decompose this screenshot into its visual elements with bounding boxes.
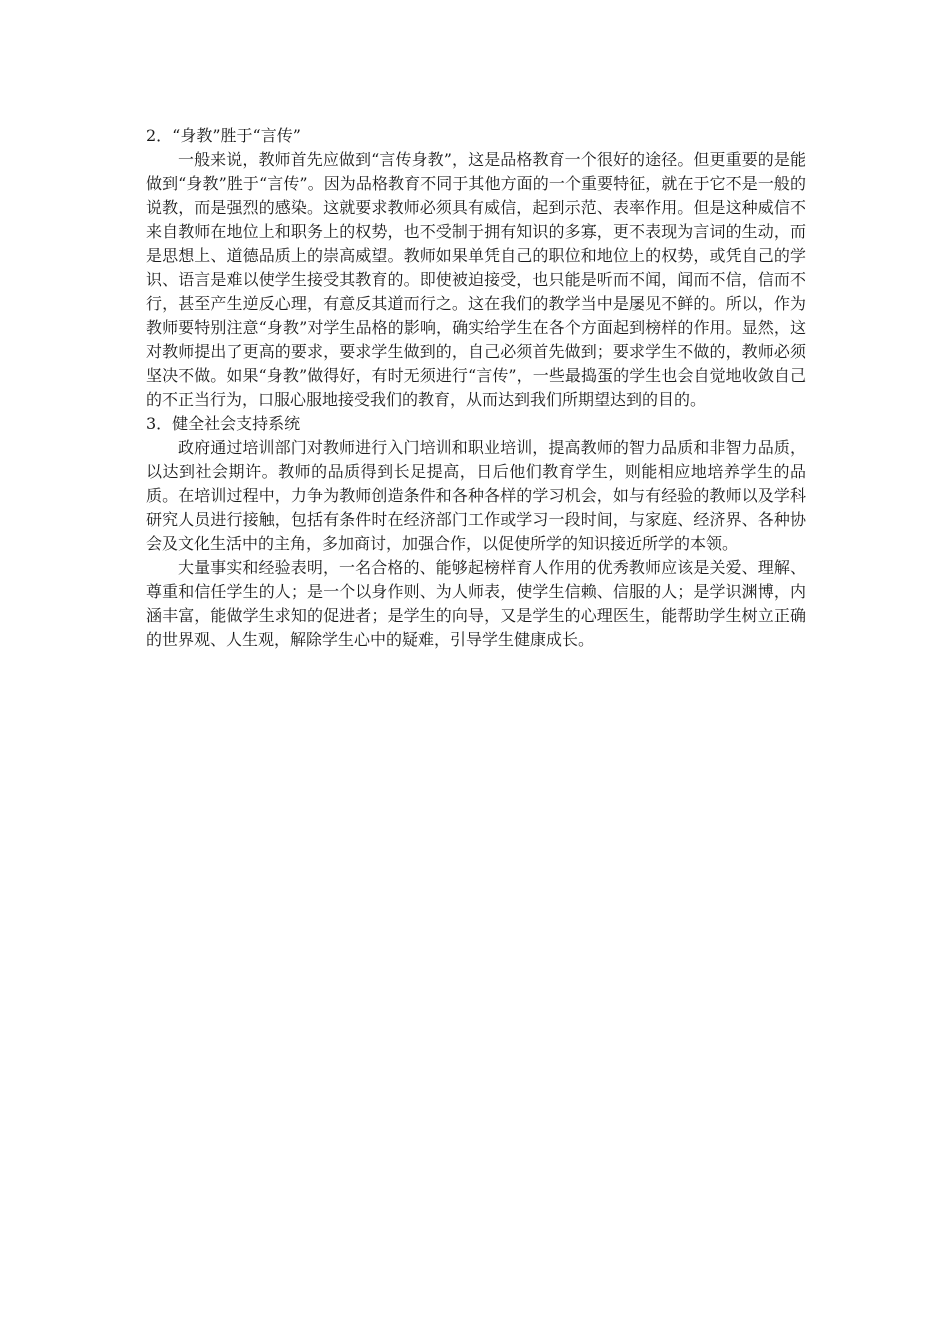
section-heading-3: 3．健全社会支持系统 bbox=[146, 414, 301, 433]
paragraph-body-teaching: 一般来说，教师首先应做到“言传身教”，这是品格教育一个很好的途径。但更重要的是能做到“身教”胜于“言传”。因为品格教育不同于其他方面的一个重要特征，就在于它不是一般的说教，而是强烈的感染。这就要求教师必须具有威信，起到示范、表率作用。但是这种威信不来自教师在地位上和职务上的权势，也不受制于拥有知识的多寡，更不表现为言词的生动，而是思想上、道德品质上的崇高威望。教师如果单凭自己的职位和地位上的权势，或凭自己的学识、语言是难以使学生接受其教育的。即使被迫接受，也只能是听而不闻，闻而不信，信而不行，甚至产生逆反心理，有意反其道而行之。这在我们的教学当中是屡见不鲜的。所以，作为教师要特别注意“身教”对学生品格的影响，确实给学生在各个方面起到榜样的作用。显然，这对教师提出了更高的要求，要求学生做到的，自己必须首先做到；要求学生不做的，教师必须坚决不做。如果“身教”做得好，有时无须进行“言传”，一些最捣蛋的学生也会自觉地收敛自己的不正当行为，口服心服地接受我们的教育，从而达到我们所期望达到的目的。 bbox=[146, 150, 806, 409]
paragraph-excellent-teacher: 大量事实和经验表明，一名合格的、能够起榜样育人作用的优秀教师应该是关爱、理解、尊重和信任学生的人；是一个以身作则、为人师表，使学生信赖、信服的人；是学识渊博，内涵丰富，能做学生求知的促进者；是学生的向导，又是学生的心理医生，能帮助学生树立正确的世界观、人生观，解除学生心中的疑难，引导学生健康成长。 bbox=[146, 558, 806, 649]
document-body bbox=[146, 124, 806, 652]
paragraph-teacher-training: 政府通过培训部门对教师进行入门培训和职业培训，提高教师的智力品质和非智力品质，以达到社会期许。教师的品质得到长足提高，日后他们教育学生，则能相应地培养学生的品质。在培训过程中，力争为教师创造条件和各种各样的学习机会，如与有经验的教师以及学科研究人员进行接触，包括有条件时在经济部门工作或学习一段时间，与家庭、经济界、各种协会及文化生活中的主角，多加商讨，加强合作，以促使所学的知识接近所学的本领。 bbox=[146, 438, 806, 553]
section-heading-2: 2．“身教”胜于“言传” bbox=[146, 126, 301, 145]
